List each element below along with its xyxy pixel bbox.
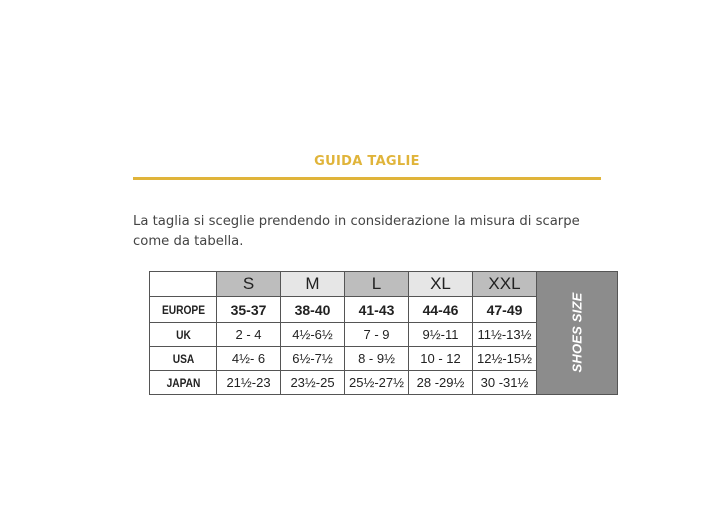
table-cell: 2 - 4 — [217, 323, 281, 347]
size-header-xl: XL — [409, 272, 473, 297]
table-cell: 25½-27½ — [345, 371, 409, 395]
table-cell: 4½- 6 — [217, 347, 281, 371]
table-cell: 4½-6½ — [281, 323, 345, 347]
shoes-size-text: SHOES SIZE — [569, 292, 585, 373]
section-title: GUIDA TAGLIE — [314, 154, 420, 169]
intro-text: La taglia si sceglie prendendo in considerazione la misura di scarpe come da tabella. — [133, 214, 580, 249]
table-cell: 11½-13½ — [473, 323, 537, 347]
table-cell: 7 - 9 — [345, 323, 409, 347]
row-label-uk: UK — [155, 323, 212, 347]
table-corner — [150, 272, 217, 297]
table-cell: 30 -31½ — [473, 371, 537, 395]
table-cell: 6½-7½ — [281, 347, 345, 371]
title-divider — [133, 177, 601, 180]
table-cell: 23½-25 — [281, 371, 345, 395]
table-cell: 21½-23 — [217, 371, 281, 395]
table-cell: 44-46 — [409, 297, 473, 323]
size-header-l: L — [345, 272, 409, 297]
table-cell: 35-37 — [217, 297, 281, 323]
size-header-s: S — [217, 272, 281, 297]
row-label-japan: JAPAN — [155, 371, 212, 395]
shoes-size-side-label — [537, 272, 618, 395]
size-header-m: M — [281, 272, 345, 297]
table-cell: 10 - 12 — [409, 347, 473, 371]
size-header-xxl: XXL — [473, 272, 537, 297]
table-cell: 8 - 9½ — [345, 347, 409, 371]
table-cell: 41-43 — [345, 297, 409, 323]
table-cell: 38-40 — [281, 297, 345, 323]
row-label-europe: EUROPE — [155, 297, 212, 323]
table-cell: 9½-11 — [409, 323, 473, 347]
table-cell: 47-49 — [473, 297, 537, 323]
size-guide-table — [149, 271, 618, 395]
table-cell: 12½-15½ — [473, 347, 537, 371]
row-label-usa: USA — [155, 347, 212, 371]
table-cell: 28 -29½ — [409, 371, 473, 395]
size-header-row — [150, 272, 618, 297]
